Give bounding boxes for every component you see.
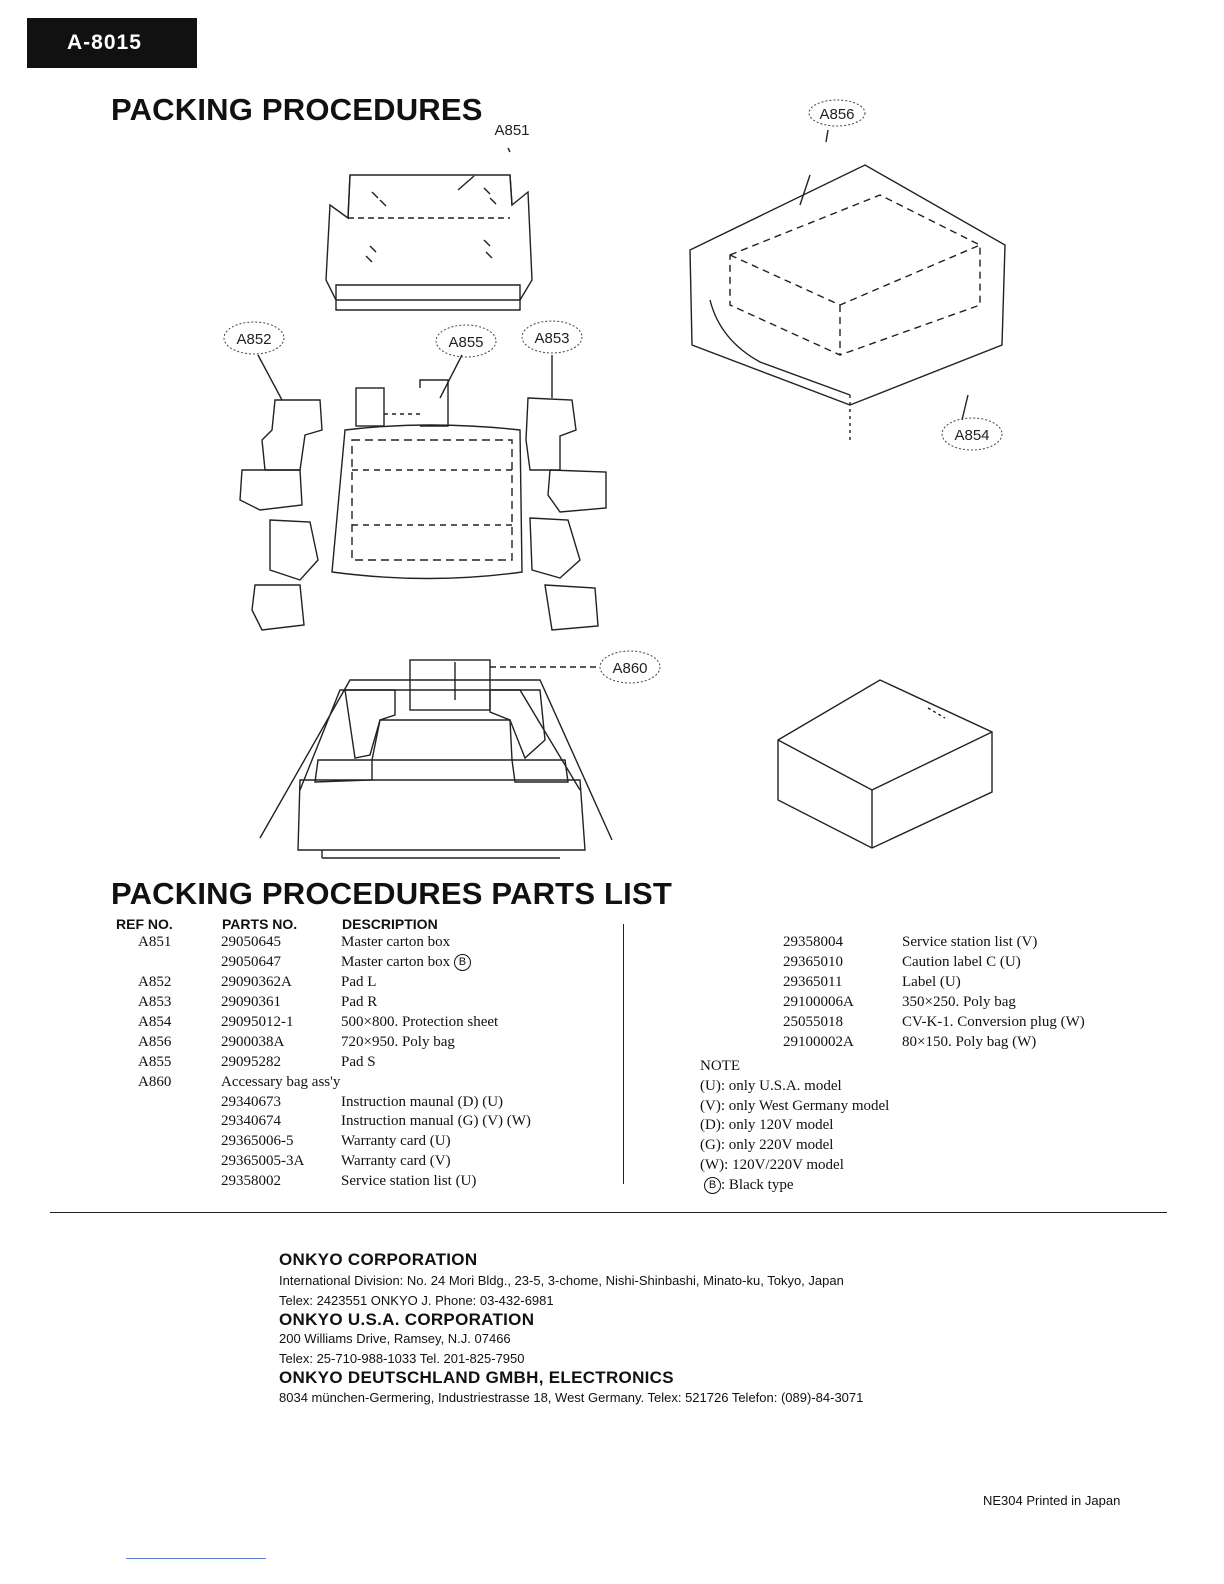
part-ref: A851 xyxy=(138,934,172,950)
part-number: 29050647 xyxy=(221,954,281,970)
part-description: Instruction maunal (D) (U) xyxy=(341,1094,504,1110)
note-line: (W): 120V/220V model xyxy=(700,1157,844,1173)
note-black-type: B : Black type xyxy=(704,1177,793,1194)
bagged-unit-drawing xyxy=(690,130,1005,440)
part-description: Pad S xyxy=(341,1054,376,1070)
column-header-parts: PARTS NO. xyxy=(222,916,298,932)
part-description: Instruction manual (G) (V) (W) xyxy=(341,1113,531,1129)
part-ref: A854 xyxy=(138,1014,172,1030)
part-number: 29095282 xyxy=(221,1054,281,1070)
part-ref: A856 xyxy=(138,1034,172,1050)
pad-l-drawing xyxy=(240,355,322,630)
part-number: 29365005-3A xyxy=(221,1153,305,1169)
part-number: 29340674 xyxy=(221,1113,281,1129)
company-address: 200 Williams Drive, Ramsey, N.J. 07466 xyxy=(279,1331,511,1346)
part-number: 29090361 xyxy=(221,994,281,1010)
callout-a855: A855 xyxy=(448,334,484,351)
part-description: Pad R xyxy=(341,994,378,1010)
callout-a853: A853 xyxy=(534,330,570,347)
note-title: NOTE xyxy=(700,1058,740,1074)
part-description: Service station list (V) xyxy=(902,934,1038,950)
note-line: (U): only U.S.A. model xyxy=(700,1078,842,1094)
part-number: 29050645 xyxy=(221,934,281,950)
part-number: 29358002 xyxy=(221,1173,281,1189)
part-description: CV-K-1. Conversion plug (W) xyxy=(902,1014,1085,1030)
part-description: Caution label C (U) xyxy=(902,954,1021,970)
section-separator xyxy=(50,1212,1167,1213)
part-number: 29100002A xyxy=(783,1034,854,1050)
note-line: (V): only West Germany model xyxy=(700,1098,890,1114)
company-contact: Telex: 2423551 ONKYO J. Phone: 03-432-6981 xyxy=(279,1293,554,1308)
callout-a860: A860 xyxy=(612,660,648,677)
part-number: 29340673 xyxy=(221,1094,281,1110)
part-number: 25055018 xyxy=(783,1014,843,1030)
part-description: Warranty card (U) xyxy=(341,1133,451,1149)
part-description: 80×150. Poly bag (W) xyxy=(902,1034,1037,1050)
note-line: (G): only 220V model xyxy=(700,1137,834,1153)
part-number: 29365010 xyxy=(783,954,843,970)
part-ref: A860 xyxy=(138,1074,172,1090)
part-ref: A855 xyxy=(138,1054,172,1070)
page-edge-line xyxy=(126,1558,266,1559)
parts-list-title: PACKING PROCEDURES PARTS LIST xyxy=(111,876,672,911)
callout-a852: A852 xyxy=(236,331,272,348)
callout-a854: A854 xyxy=(954,427,990,444)
wrapped-unit-drawing xyxy=(332,355,522,579)
part-description: Warranty card (V) xyxy=(341,1153,451,1169)
print-code: NE304 Printed in Japan xyxy=(983,1493,1121,1508)
black-type-badge: B xyxy=(454,954,471,971)
part-description: 350×250. Poly bag xyxy=(902,994,1016,1010)
part-ref: A852 xyxy=(138,974,172,990)
part-description: 720×950. Poly bag xyxy=(341,1034,455,1050)
column-header-description: DESCRIPTION xyxy=(342,916,438,932)
callout-a851: A851 xyxy=(494,122,530,139)
company-name: ONKYO DEUTSCHLAND GMBH, ELECTRONICS xyxy=(279,1368,674,1387)
part-number: 29365011 xyxy=(783,974,843,990)
part-description: Pad L xyxy=(341,974,377,990)
part-number: Accessary bag ass'y xyxy=(221,1074,341,1090)
company-address: 8034 münchen-Germering, Industriestrasse 18, West Germany. Telex: 521726 Telefon: (089)-84-3071 xyxy=(279,1390,864,1405)
company-name: ONKYO CORPORATION xyxy=(279,1250,478,1269)
packing-procedures-title: PACKING PROCEDURES xyxy=(111,92,483,127)
part-description: Service station list (U) xyxy=(341,1173,477,1189)
column-header-ref: REF NO. xyxy=(116,916,173,932)
master-carton-drawing xyxy=(326,175,532,310)
column-divider xyxy=(623,924,624,1184)
part-number: 2900038A xyxy=(221,1034,285,1050)
black-type-badge: B xyxy=(704,1177,721,1194)
company-address: International Division: No. 24 Mori Bldg., 23-5, 3-chome, Nishi-Shinbashi, Minato-ku, Tokyo, Japan xyxy=(279,1273,844,1288)
part-description: 500×800. Protection sheet xyxy=(341,1014,499,1030)
part-ref: A853 xyxy=(138,994,172,1010)
part-number: 29365006-5 xyxy=(221,1133,294,1149)
note-line: (D): only 120V model xyxy=(700,1117,834,1133)
company-contact: Telex: 25-710-988-1033 Tel. 201-825-7950 xyxy=(279,1351,525,1366)
part-number: 29095012-1 xyxy=(221,1014,294,1030)
part-description: Label (U) xyxy=(902,974,961,990)
model-number-tab: A-8015 xyxy=(27,18,197,68)
company-name: ONKYO U.S.A. CORPORATION xyxy=(279,1310,535,1329)
part-description: Master carton box B xyxy=(341,954,471,971)
part-number: 29358004 xyxy=(783,934,843,950)
callout-a856: A856 xyxy=(819,106,855,123)
open-carton-drawing xyxy=(260,660,612,858)
part-number: 29100006A xyxy=(783,994,854,1010)
closed-carton-drawing xyxy=(778,680,992,848)
part-description: Master carton box xyxy=(341,934,451,950)
pad-r-drawing xyxy=(526,355,606,630)
part-number: 29090362A xyxy=(221,974,292,990)
